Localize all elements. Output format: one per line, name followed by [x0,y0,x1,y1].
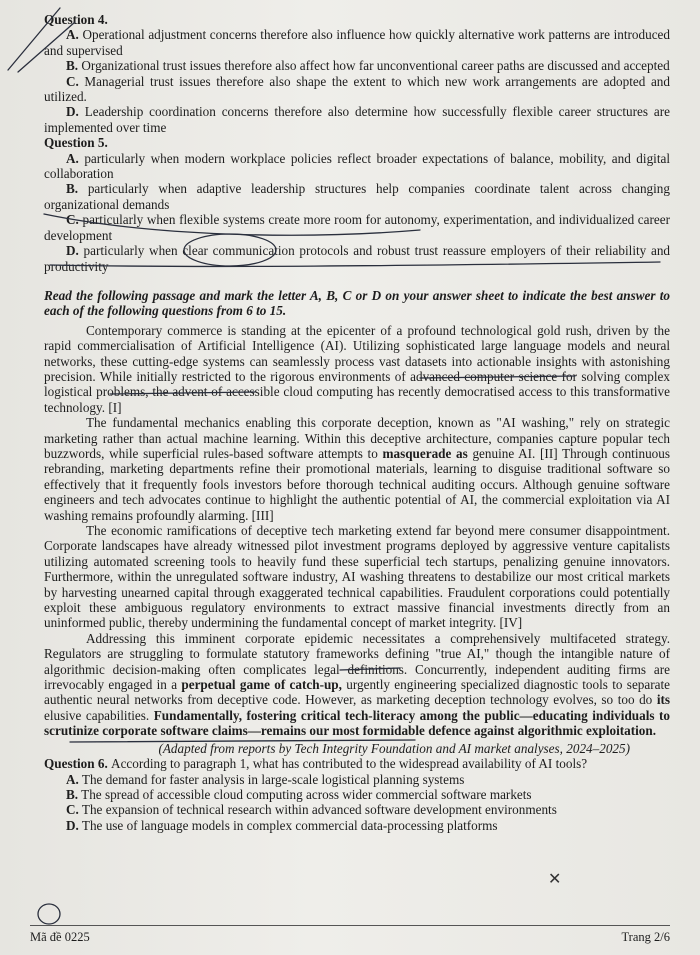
q6-heading [44,756,670,771]
passage-paragraph-3: The economic ramifications of deceptive tech marketing extend far beyond mere consumer disappointment. Corporate landscapes have already witnessed pilot investment programs deployed by aggressive venture capitalists utilizing automated screening tools to heavily fund these superficial tech startups, penalizing genuine innovators. Furthermore, within the unregulated software industry, AI washing threatens to destabilize our most critical markets by harvesting unearned capital through exaggerated technical capabilities. Fraudulent corporations could potentially exploit these ambiguous regulatory environments to extract massive financial investments directly from an uninformed public, thereby undermining the fundamental concept of market integrity. [IV] [44,523,670,631]
reading-instruction: Read the following passage and mark the letter A, B, C or D on your answer sheet to indicate the best answer to each of the following questions from 6 to 15. [44,287,670,319]
page-number: Trang 2/6 [621,930,670,944]
option-text: The use of language models in complex commercial data-processing platforms [81,817,498,833]
highlighted-sentence: Fundamentally, fostering critical tech-literacy among the public—educating individuals to scrutinize corporate software claims—remains our most formidable defence against algorithmic exploitation. [44,707,670,739]
q6-stem: According to paragraph 1, what has contributed to the widespread availability of AI tools? [111,756,588,772]
option-text: particularly when modern workplace policies reflect broader expectations of balance, mobility, and digital collaboration [44,150,671,182]
paragraph-text: elusive capabilities. [44,707,154,723]
q5-title: Question 5. [44,135,108,151]
exam-code: Mã đề 0225 [30,930,90,944]
page-footer [30,930,670,945]
option-letter: A. [66,27,79,43]
option-text: particularly when adaptive leadership structures help companies coordinate talent across changing organizational demands [44,181,670,212]
option-letter: B. [66,786,79,802]
q5-option-d[interactable] [44,243,670,274]
option-text: The demand for faster analysis in large-scale logistical planning systems [81,771,465,787]
option-text: The spread of accessible cloud computing across wider commercial software markets [81,786,532,802]
option-letter: D. [66,817,79,833]
highlighted-word: its [656,692,670,708]
option-letter: C. [66,73,79,89]
highlighted-phrase: perpetual game of catch-up, [181,677,342,693]
footer-divider [30,925,670,926]
q6-title: Question 6. [44,756,108,772]
q4-option-a[interactable] [44,27,670,58]
option-text: particularly when flexible systems create more room for autonomy, experimentation, and individualized career development [44,212,671,243]
option-letter: A. [66,150,79,166]
option-letter: B. [66,58,79,74]
option-letter: C. [66,802,79,818]
option-text: Managerial trust issues therefore also shape the extent to which new work arrangements are adopted and utilized. [44,73,670,105]
paragraph-text: Addressing this imminent corporate epidemic necessitates a comprehensively multifaceted strategy. Regulators are struggling to formulate statutory frameworks defining "true AI," though the intangible nature of algorithmic decision-making often complicates legal definitions. Concurrently, independent auditing firms are irrevocably engaged in a [44,630,670,693]
option-letter: D. [66,104,79,120]
option-letter: B. [66,181,79,197]
q6-option-a[interactable] [44,772,670,787]
q4-option-c[interactable] [44,74,670,105]
option-text: Leadership coordination concerns therefore also determine how successfully flexible career structures are implemented over time [44,104,670,135]
paragraph-text: genuine AI. [II] Through continuous rebranding, marketing departments refine their promotional materials, learning to disguise traditional software so effectively that it frequently fools investors before thorough technical auditing occurs. Although genuine software engineers and tech advocates continue to highlight the authentic potential of AI, the commercial exploitation via AI washing remains profoundly alarming. [III] [44,445,671,523]
q4-option-d[interactable] [44,104,670,135]
q4-title: Question 4. [44,12,108,27]
answer-circle-q6d [38,904,60,924]
q6-option-c[interactable] [44,802,670,817]
option-text: Operational adjustment concerns therefore also influence how quickly alternative work patterns are introduced and supervised [44,27,670,58]
q5-option-a[interactable] [44,151,670,182]
q6-option-d[interactable] [44,818,670,833]
option-letter: A. [66,771,79,787]
option-letter: D. [66,243,79,259]
q4-option-b[interactable] [44,58,670,73]
passage-paragraph-1: Contemporary commerce is standing at the epicenter of a profound technological gold rush, driven by the rapid commercialisation of Artificial Intelligence (AI). Utilizing sophisticated large language models and neural networks, these cutting-edge systems can seamlessly process vast datasets into actionable insights with astonishing precision. While initially restricted to the rigorous environments of advanced computer science for solving complex logistical problems, the advent of accessible cloud computing has recently democratised access to this transformative technology. [I] [44,322,670,415]
handwritten-x-mark: ✕ [548,869,562,888]
passage-source: (Adapted from reports by Tech Integrity Foundation and AI market analyses, 2024–2025) [158,740,630,756]
q6-option-b[interactable] [44,787,670,802]
q5-option-b[interactable] [44,181,670,212]
option-text: The expansion of technical research within advanced software development environments [81,802,557,818]
paragraph-text: The fundamental mechanics enabling this corporate deception, known as "AI washing," rely on strategic marketing rather than actual machine learning. Within this deceptive architecture, companies capture popular tech buzzwords, while superficial rules-based software attempts to [44,415,670,461]
option-letter: C. [66,212,79,228]
option-text: Organizational trust issues therefore also affect how far unconventional career paths are discussed and accepted [81,58,670,74]
passage-paragraph-4 [44,631,670,739]
paragraph-text: urgently engineering specialized diagnostic tools to separate authentic neural networks from deceptive code. However, as marketing deception technology evolves, so too do [44,677,671,708]
highlighted-phrase: masquerade as [382,445,468,461]
option-text: particularly when clear communication protocols and robust trust reassure employers of their reliability and productivity [44,243,671,274]
passage-paragraph-2 [44,415,670,523]
q5-option-c[interactable] [44,212,670,243]
